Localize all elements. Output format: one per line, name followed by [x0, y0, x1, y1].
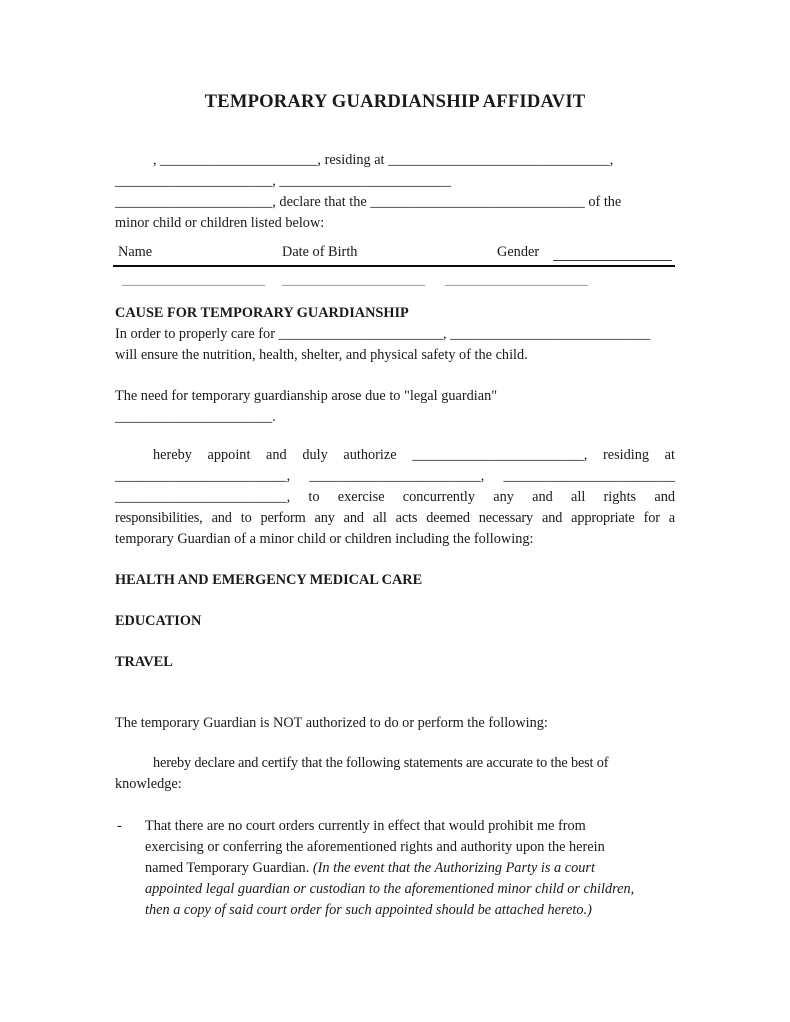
bullet-line: That there are no court orders currently in effect that would prohibit me from	[145, 818, 586, 834]
cause-section	[115, 303, 675, 366]
education-heading: EDUCATION	[115, 613, 202, 629]
travel-heading: TRAVEL	[115, 654, 173, 670]
column-header-name: Name	[118, 244, 153, 260]
column-header-gender: Gender	[497, 244, 540, 260]
gender-blank-field: ____________________	[445, 272, 588, 288]
appoint-line: ________________________, to exercise concurrently any and all rights and	[115, 489, 675, 505]
appoint-line: responsibilities, and to perform any and all acts deemed necessary and appropriate for a	[115, 510, 675, 526]
page-title: TEMPORARY GUARDIANSHIP AFFIDAVIT	[204, 91, 586, 112]
intro-line: , ______________________, residing at _______________________________,	[153, 152, 614, 168]
intro-paragraph	[115, 150, 675, 234]
gender-header-blank-line	[553, 260, 672, 261]
appoint-line: temporary Guardian of a minor child or children including the following:	[115, 531, 534, 547]
dash-bullet-marker: -	[117, 818, 122, 834]
intro-line: ______________________, ________________________	[115, 173, 451, 189]
need-paragraph	[115, 386, 675, 428]
declare-line: knowledge:	[115, 776, 182, 792]
need-blank-line: ______________________.	[115, 409, 276, 425]
cause-line: will ensure the nutrition, health, shelter, and physical safety of the child.	[115, 347, 528, 363]
appoint-paragraph	[115, 445, 675, 550]
name-blank-field: ____________________	[122, 272, 265, 288]
cause-heading: CAUSE FOR TEMPORARY GUARDIANSHIP	[115, 305, 409, 321]
intro-line: minor child or children listed below:	[115, 215, 325, 231]
not-authorized-line: The temporary Guardian is NOT authorized to do or perform the following:	[115, 715, 548, 731]
appoint-line: hereby appoint and duly authorize ________________________, residing at	[153, 447, 675, 463]
column-header-dob: Date of Birth	[282, 244, 358, 260]
bullet-line: then a copy of said court order for such appointed should be attached hereto.)	[145, 902, 592, 918]
children-table	[115, 242, 675, 294]
children-table-header-row	[113, 242, 675, 267]
bullet-line: exercising or conferring the aforementioned rights and authority upon the herein	[145, 839, 605, 855]
children-table-blank-row	[115, 267, 675, 294]
cause-line: In order to properly care for _______________________, ____________________________	[115, 326, 651, 342]
need-line: The need for temporary guardianship arose due to "legal guardian"	[115, 388, 498, 404]
bullet-line-italic-part: (In the event that the Authorizing Party is a court	[312, 860, 595, 876]
document-body	[115, 90, 675, 921]
declare-line: hereby declare and certify that the following statements are accurate to the best of	[153, 755, 609, 771]
intro-line: ______________________, declare that the ______________________________ of the	[115, 194, 622, 210]
dob-blank-field: ____________________	[282, 272, 425, 288]
bullet-line	[145, 858, 675, 879]
appoint-line: ________________________, ________________________, ________________________	[115, 468, 675, 484]
court-orders-list-item	[115, 816, 675, 921]
bullet-line-normal-part: named Temporary Guardian.	[145, 860, 313, 876]
declare-paragraph	[115, 753, 675, 795]
health-heading: HEALTH AND EMERGENCY MEDICAL CARE	[115, 572, 423, 588]
bullet-line: appointed legal guardian or custodian to the aforementioned minor child or children,	[145, 881, 635, 897]
